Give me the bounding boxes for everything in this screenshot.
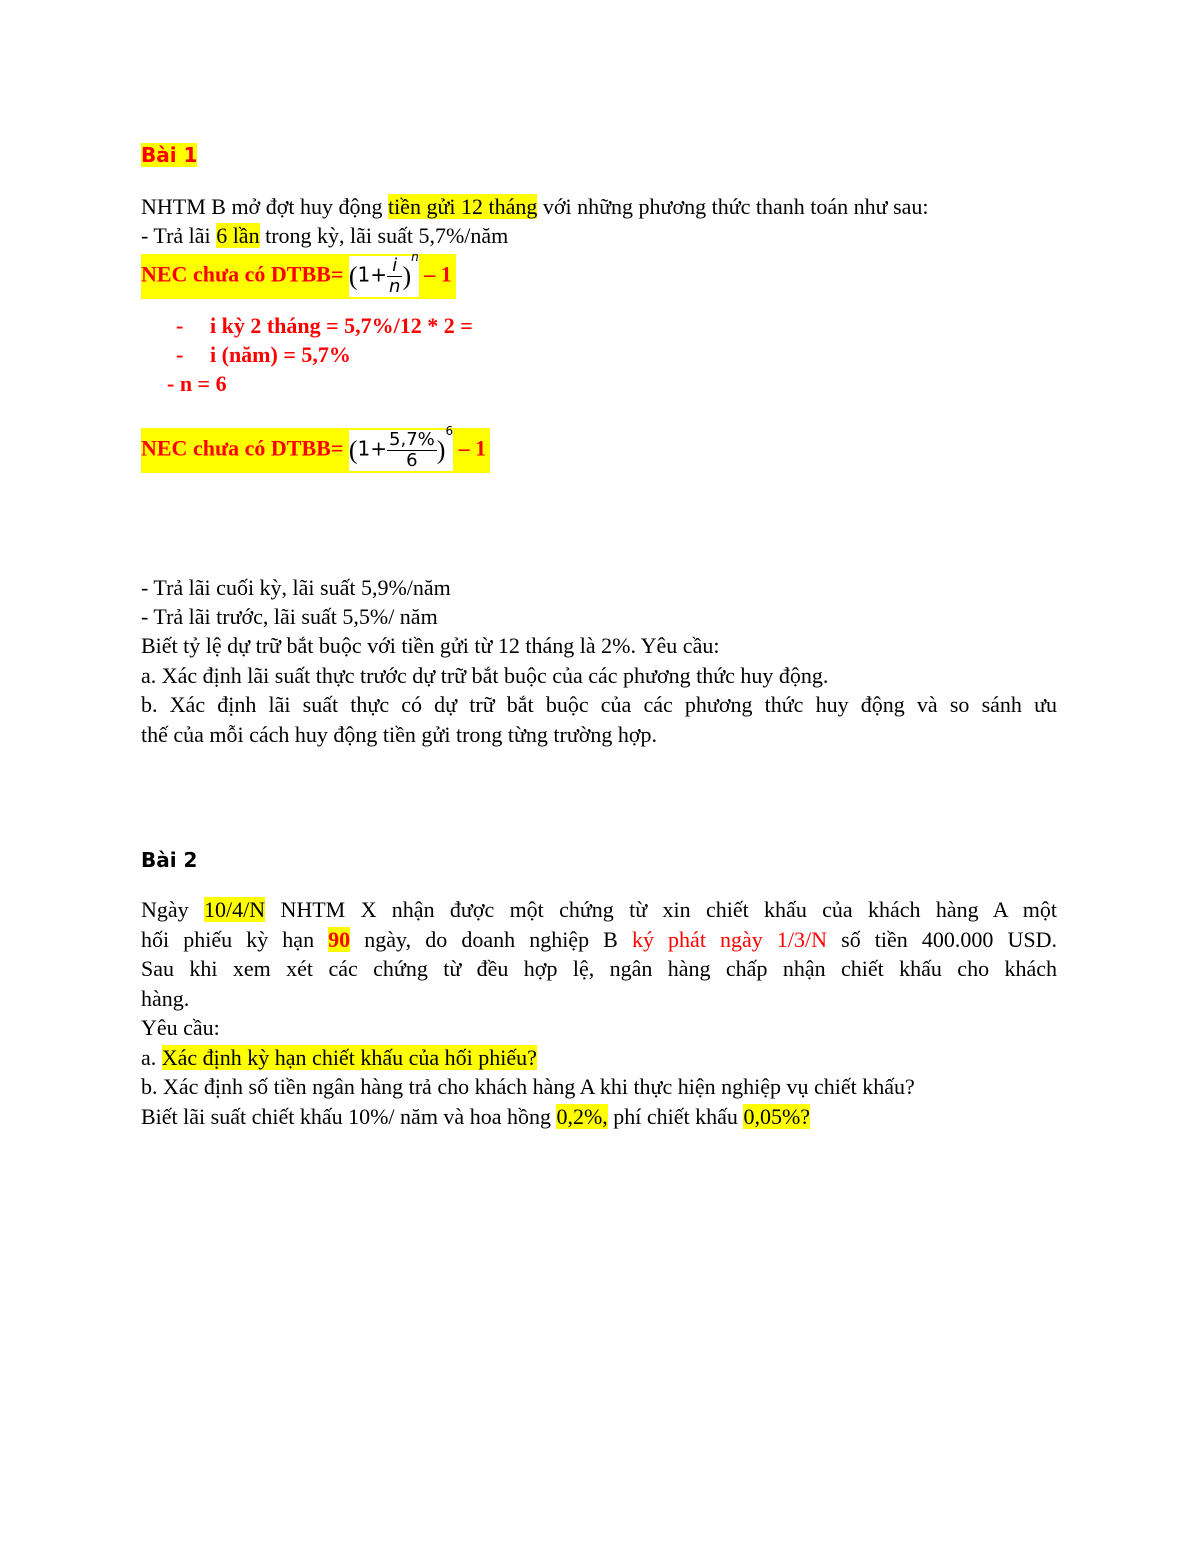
bai1-line-a <box>141 221 508 251</box>
formula-2-label: NEC chưa có DTBB= <box>141 435 344 461</box>
bai2-p1 <box>141 895 1057 925</box>
bullet-dash-2: - <box>176 342 184 367</box>
bullet-dash-1: - <box>176 313 184 338</box>
bai2-p3: Sau khi xem xét các chứng từ đều hợp lệ, ngân hàng chấp nhận chiết khấu cho khách <box>141 956 1057 981</box>
bai2-p5: Yêu cầu: <box>141 1015 220 1040</box>
formula-2-exponent: 6 <box>445 424 454 438</box>
qa-pre: a. <box>141 1045 162 1070</box>
bai1-heading <box>141 141 197 171</box>
p1-highlight-date: 10/4/N <box>204 897 266 922</box>
bai2-qa <box>141 1043 537 1073</box>
intro-highlight: tiền gửi 12 tháng <box>387 194 538 219</box>
line-a-highlight: 6 lần <box>216 223 260 248</box>
bai1-line-1: - Trả lãi cuối kỳ, lãi suất 5,9%/năm <box>141 575 451 600</box>
qb2-highlight-1: 0,2%, <box>556 1104 608 1129</box>
bai2-p2 <box>141 925 1057 955</box>
bai1-heading-text: Bài 1 <box>141 143 198 167</box>
formula-2: NEC chưa có DTBB= (1+ $\frac{5,7\%}{6}$ )$^6$ – 1 <box>141 428 490 473</box>
bai2-qb2 <box>141 1102 810 1132</box>
formula-2-numerator: 5,7% <box>389 429 435 450</box>
formula-1-one-plus: 1+ <box>357 262 388 287</box>
bai2-qb: b. Xác định số tiền ngân hàng trả cho khách hàng A khi thực hiện nghiệp vụ chiết khấu? <box>141 1074 915 1099</box>
formula-2-one-plus: 1+ <box>357 436 388 461</box>
bullet-text-1: i kỳ 2 tháng = 5,7%/12 * 2 = <box>210 313 473 338</box>
bai1-intro <box>141 192 929 222</box>
bai2-heading: Bài 2 <box>141 848 198 872</box>
bai1-line-5: b. Xác định lãi suất thực có dự trữ bắt buộc của các phương thức huy động và so sánh ưu <box>141 692 1057 717</box>
intro-post: với những phương thức thanh toán như sau: <box>537 194 929 219</box>
qb2-pre: Biết lãi suất chiết khấu 10%/ năm và hoa hồng <box>141 1104 557 1129</box>
formula-1: NEC chưa có DTBB= (1+ $\frac{i}{n}$ )$^n$ – 1 <box>141 254 456 299</box>
line-a-post: trong kỳ, lãi suất 5,7%/năm <box>259 223 509 248</box>
qa-highlight: Xác định kỳ hạn chiết khấu của hối phiếu? <box>161 1045 537 1070</box>
bai1-line-3: Biết tỷ lệ dự trữ bắt buộc với tiền gửi từ 12 tháng là 2%. Yêu cầu: <box>141 633 720 658</box>
p1-pre: Ngày <box>141 897 204 922</box>
n-line: - n = 6 <box>167 371 227 396</box>
p2-mid: ngày, do doanh nghiệp B <box>364 927 632 952</box>
bai1-line-6: thế của mỗi cách huy động tiền gửi trong từng trường hợp. <box>141 722 658 747</box>
p2-red: ký phát ngày 1/3/N <box>631 927 828 952</box>
formula-1-label: NEC chưa có DTBB= <box>141 261 344 287</box>
formula-2-tail: – 1 <box>453 435 487 461</box>
bai2-p4: hàng. <box>141 986 190 1011</box>
p1-rest: NHTM X nhận được một chứng từ xin chiết khấu của khách hàng A một <box>280 897 1058 922</box>
formula-2-denominator: 6 <box>406 450 418 471</box>
line-a-pre: - Trả lãi <box>141 223 217 248</box>
bai1-line-2: - Trả lãi trước, lãi suất 5,5%/ năm <box>141 604 438 629</box>
formula-1-denominator: n <box>389 276 401 297</box>
p2-pre: hối phiếu kỳ hạn <box>141 927 329 952</box>
bullet-text-2: i (năm) = 5,7% <box>210 342 351 367</box>
p2-post: số tiền 400.000 USD. <box>841 927 1058 952</box>
formula-2-fraction <box>387 430 437 471</box>
p2-highlight-90: 90 <box>328 927 351 952</box>
intro-pre: NHTM B mở đợt huy động <box>141 194 388 219</box>
qb2-highlight-2: 0,05%? <box>743 1104 811 1129</box>
formula-1-fraction <box>387 256 402 297</box>
qb2-mid: phí chiết khấu <box>607 1104 744 1129</box>
formula-1-tail: – 1 <box>418 261 452 287</box>
formula-1-numerator: i <box>387 256 402 277</box>
formula-1-exponent: n <box>411 250 419 264</box>
bai1-line-4: a. Xác định lãi suất thực trước dự trữ bắt buộc của các phương thức huy động. <box>141 663 829 688</box>
